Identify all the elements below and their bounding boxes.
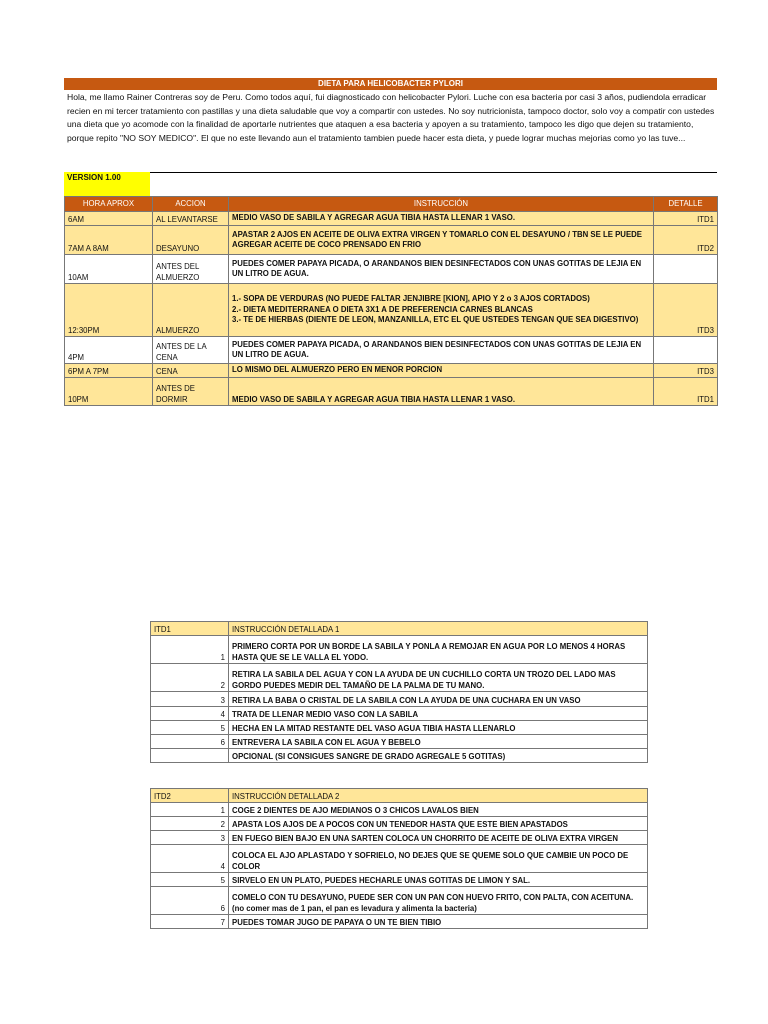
step-number: 6 (151, 735, 229, 749)
table-row (151, 721, 648, 735)
itd2-title: INSTRUCCIÓN DETALLADA 2 (229, 789, 648, 803)
instruccion-cell: PUEDES COMER PAPAYA PICADA, O ARANDANOS BIEN DESINFECTADOS CON UNAS GOTITAS DE LEJIA EN UN LITRO DE AGUA. (229, 255, 654, 284)
accion-cell: CENA (153, 364, 229, 378)
table-row (65, 212, 718, 226)
document-title: DIETA PARA HELICOBACTER PYLORI (64, 78, 717, 90)
step-number: 4 (151, 707, 229, 721)
table-row (151, 735, 648, 749)
step-text: OPCIONAL (SI CONSIGUES SANGRE DE GRADO AGREGALE 5 GOTITAS) (229, 749, 648, 763)
accion-cell: AL LEVANTARSE (153, 212, 229, 226)
table-row (151, 707, 648, 721)
step-text: RETIRA LA SABILA DEL AGUA Y CON LA AYUDA DE UN CUCHILLO CORTA UN TROZO DEL LADO MAS GORDO PUEDES MEDIR DEL TAMAÑO DE LA PALMA DE TU MANO. (229, 664, 648, 692)
table-row (151, 817, 648, 831)
detalle-cell: ITD1 (654, 378, 718, 406)
step-number: 3 (151, 692, 229, 707)
step-number: 1 (151, 803, 229, 817)
table-row (151, 692, 648, 707)
table-row (151, 831, 648, 845)
step-text: HECHA EN LA MITAD RESTANTE DEL VASO AGUA TIBIA HASTA LLENARLO (229, 721, 648, 735)
accion-cell: ANTES DEL ALMUERZO (153, 255, 229, 284)
step-number: 4 (151, 845, 229, 873)
hora-cell: 7AM A 8AM (65, 226, 153, 255)
step-number: 7 (151, 915, 229, 929)
step-text: RETIRA LA BABA O CRISTAL DE LA SABILA CON LA AYUDA DE UNA CUCHARA EN UN VASO (229, 692, 648, 707)
itd1-table (150, 621, 648, 763)
table-row (151, 845, 648, 873)
instruccion-cell: APASTAR 2 AJOS EN ACEITE DE OLIVA EXTRA VIRGEN Y TOMARLO CON EL DESAYUNO / TBN SE LE PUEDE AGREGAR ACEITE DE COCO PRENSADO EN FRIO (229, 226, 654, 255)
step-number: 5 (151, 721, 229, 735)
table-row (151, 664, 648, 692)
hora-cell: 10PM (65, 378, 153, 406)
accion-cell: ANTES DE DORMIR (153, 378, 229, 406)
header-accion: ACCION (153, 197, 229, 212)
step-number: 5 (151, 873, 229, 887)
hora-cell: 6PM A 7PM (65, 364, 153, 378)
detalle-cell (654, 337, 718, 364)
step-text: PUEDES TOMAR JUGO DE PAPAYA O UN TE BIEN TIBIO (229, 915, 648, 929)
accion-cell: ALMUERZO (153, 284, 229, 337)
table-row (65, 364, 718, 378)
table-row (65, 284, 718, 337)
table-row (151, 915, 648, 929)
instruccion-cell: LO MISMO DEL ALMUERZO PERO EN MENOR PORCION (229, 364, 654, 378)
intro-paragraph: Hola, me llamo Rainer Contreras soy de Peru. Como todos aquí, fui diagnosticado con helicobacter Pylori. Luche con esa bacteria por casi 3 años, pudiendola erradicar recien en mi tercer tratamiento con pastillas y una dieta saludable que voy a compartir con ustedes. No soy nutricionista, tampoco doctor, solo voy a compatir con ustedes una dieta que yo acomode con la finalidad de aportarle nutrientes que ataquen a esa bacteria y apoyen a su tratamiento, tampoco les digo que dejen su tratamiento, porque repito "NO SOY MEDICO". El que no este llevando aun el tratamiento tambien puede hacer esta dieta, y puede lograr muchas mejorias como yo las tuve... (67, 92, 715, 143)
accion-cell: ANTES DE LA CENA (153, 337, 229, 364)
table-row (65, 226, 718, 255)
hora-cell: 4PM (65, 337, 153, 364)
step-number: 6 (151, 887, 229, 915)
table-header-row (65, 197, 718, 212)
detalle-cell: ITD1 (654, 212, 718, 226)
instruccion-cell: MEDIO VASO DE SABILA Y AGREGAR AGUA TIBIA HASTA LLENAR 1 VASO. (229, 212, 654, 226)
step-text: SIRVELO EN UN PLATO, PUEDES HECHARLE UNAS GOTITAS DE LIMON Y SAL. (229, 873, 648, 887)
table-row (65, 255, 718, 284)
table-row (65, 378, 718, 406)
step-text: COGE 2 DIENTES DE AJO MEDIANOS O 3 CHICOS LAVALOS BIEN (229, 803, 648, 817)
table-row (151, 873, 648, 887)
itd2-table (150, 788, 648, 929)
accion-cell: DESAYUNO (153, 226, 229, 255)
header-hora: HORA APROX (65, 197, 153, 212)
step-text: APASTA LOS AJOS DE A POCOS CON UN TENEDOR HASTA QUE ESTE BIEN APASTADOS (229, 817, 648, 831)
step-text: COLOCA EL AJO APLASTADO Y SOFRIELO, NO DEJES QUE SE QUEME SOLO QUE CAMBIE UN POCO DE COLOR (229, 845, 648, 873)
step-text: COMELO CON TU DESAYUNO, PUEDE SER CON UN PAN CON HUEVO FRITO, CON PALTA, CON ACEITUNA. (no comer mas de 1 pan, el pan es levadura y alimenta la bacteria) (229, 887, 648, 915)
instruccion-line: 2.- DIETA MEDITERRANEA O DIETA 3X1 A DE PREFERENCIA CARNES BLANCAS (232, 304, 533, 314)
step-number (151, 749, 229, 763)
table-row (151, 887, 648, 915)
step-number: 2 (151, 817, 229, 831)
step-text: PRIMERO CORTA POR UN BORDE LA SABILA Y PONLA A REMOJAR EN AGUA POR LO MENOS 4 HORAS HASTA QUE SE LE VALLA EL YODO. (229, 636, 648, 664)
instruccion-cell (229, 284, 654, 337)
hora-cell: 10AM (65, 255, 153, 284)
itd1-title: INSTRUCCIÓN DETALLADA 1 (229, 622, 648, 636)
hora-cell: 6AM (65, 212, 153, 226)
itd2-code: ITD2 (151, 789, 229, 803)
table-row (65, 337, 718, 364)
itd1-code: ITD1 (151, 622, 229, 636)
step-number: 2 (151, 664, 229, 692)
step-number: 3 (151, 831, 229, 845)
table-row (151, 636, 648, 664)
detalle-cell: ITD3 (654, 284, 718, 337)
instruccion-line: 1.- SOPA DE VERDURAS (NO PUEDE FALTAR JENJIBRE [KION], APIO Y 2 o 3 AJOS CORTADOS) (232, 294, 590, 304)
version-divider (150, 172, 717, 173)
step-text: TRATA DE LLENAR MEDIO VASO CON LA SABILA (229, 707, 648, 721)
instruccion-cell: PUEDES COMER PAPAYA PICADA, O ARANDANOS BIEN DESINFECTADOS CON UNAS GOTITAS DE LEJIA EN UN LITRO DE AGUA. (229, 337, 654, 364)
step-number: 1 (151, 636, 229, 664)
step-text: ENTREVERA LA SABILA CON EL AGUA Y BEBELO (229, 735, 648, 749)
instruccion-line: 3.- TE DE HIERBAS (DIENTE DE LEON, MANZANILLA, ETC EL QUE USTEDES TENGAN QUE SEA DIGESTIVO) (232, 315, 639, 325)
itd2-header-row (151, 789, 648, 803)
detalle-cell: ITD2 (654, 226, 718, 255)
header-instruccion: INSTRUCCIÓN (229, 197, 654, 212)
instruccion-cell: MEDIO VASO DE SABILA Y AGREGAR AGUA TIBIA HASTA LLENAR 1 VASO. (229, 378, 654, 406)
table-row (151, 749, 648, 763)
step-text: EN FUEGO BIEN BAJO EN UNA SARTEN COLOCA UN CHORRITO DE ACEITE DE OLIVA EXTRA VIRGEN (229, 831, 648, 845)
header-detalle: DETALLE (654, 197, 718, 212)
table-row (151, 803, 648, 817)
detalle-cell (654, 255, 718, 284)
itd1-header-row (151, 622, 648, 636)
detalle-cell: ITD3 (654, 364, 718, 378)
diet-schedule-table (64, 196, 718, 406)
hora-cell: 12:30PM (65, 284, 153, 337)
version-cell: VERSION 1.00 (64, 172, 150, 196)
